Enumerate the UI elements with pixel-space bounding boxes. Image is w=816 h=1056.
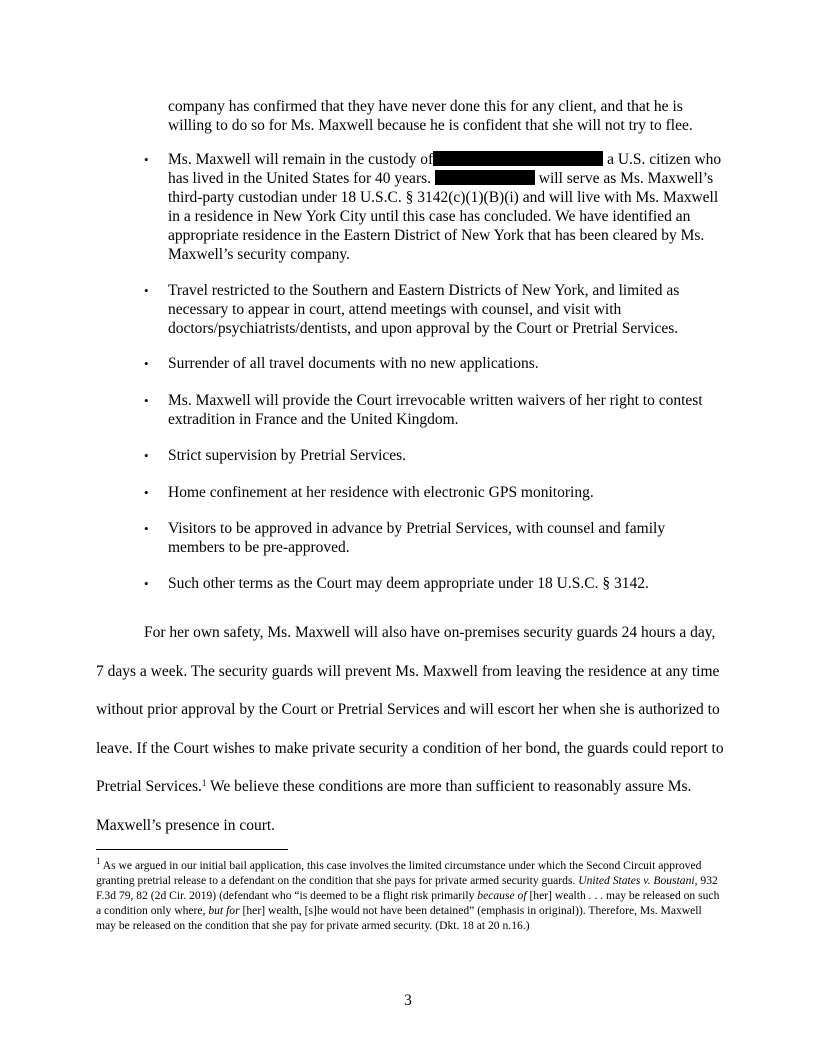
footnote-reference: 1 <box>201 778 207 788</box>
bullet-icon: • <box>144 393 149 408</box>
list-item: • Surrender of all travel documents with no new applications. <box>144 355 539 372</box>
list-item: • Ms. Maxwell will provide the Court irrevocable written waivers of her right to contest extradition in France and the United Kingdom. <box>144 392 703 428</box>
bullet-icon: • <box>144 283 149 298</box>
list-item: • Such other terms as the Court may deem appropriate under 18 U.S.C. § 3142. <box>144 575 649 592</box>
list-item: • Strict supervision by Pretrial Services. <box>144 447 407 464</box>
list-item: • Ms. Maxwell will remain in the custody of a U.S. citizen who has lived in the United States for 40 years. will serve as Ms. Maxwell’s third-party custodian under 18 U.S.C. § 3142(c)(1)(B)(i) and will live with Ms. Maxwell in a residence in New York City until this case has concluded. We have identified an appropriate residence in the Eastern District of New York that has been cleared by Ms. Maxwell’s security company. <box>144 151 722 263</box>
bullet-icon: • <box>144 356 149 371</box>
bullet-icon: • <box>144 448 149 463</box>
footnote: $^1$ As we argued in our initial bail application, this case involves the limited circumstance under which the Second Circuit approved granting pretrial release to a defendant on the condition that she pays for private armed security guards. United States v. Boustani, 932 F.3d 79, 82 (2d Cir. 2019) (defendant who “is deemed to be a flight risk primarily because of [her] wealth . . . may be released on such a condition only where, but for [her] wealth, [s]he would not have been detained” (emphasis in original)). Therefore, Ms. Maxwell may be released on the condition that she pay for private armed security. (Dkt. 18 at 20 n.16.) <box>96 856 720 932</box>
redaction-block <box>433 151 603 166</box>
bullet-icon: • <box>144 152 149 167</box>
bullet-icon: • <box>144 485 149 500</box>
continued-bullet-text: company has confirmed that they have never done this for any client, and that he is willing to do so for Ms. Maxwell because he is confident that she will not try to flee. <box>168 98 693 134</box>
bullet-icon: • <box>144 576 149 591</box>
list-item: • Home confinement at her residence with electronic GPS monitoring. <box>144 484 594 501</box>
body-paragraph: For her own safety, Ms. Maxwell will also have on-premises security guards 24 hours a day, 7 days a week. The security guards will prevent Ms. Maxwell from leaving the residence at any time without prior approval by the Court or Pretrial Services and will escort her when she is authorized to leave. If the Court wishes to make private security a condition of her bond, the guards could report to Pretrial Services.$^1$ We believe these conditions are more than sufficient to reasonably assure Ms. Maxwell’s presence in court. <box>96 624 724 834</box>
bullet-icon: • <box>144 521 149 536</box>
list-item: • Visitors to be approved in advance by Pretrial Services, with counsel and family members to be pre-approved. <box>144 520 666 556</box>
redaction-block <box>435 170 535 185</box>
footnote-marker: 1 <box>96 856 101 866</box>
list-item: • Travel restricted to the Southern and Eastern Districts of New York, and limited as necessary to appear in court, attend meetings with counsel, and visit with doctors/psychiatrists/dentists, and upon approval by the Court or Pretrial Services. <box>144 282 680 337</box>
footnote-divider <box>96 849 288 850</box>
page-number: 3 <box>404 992 412 1009</box>
